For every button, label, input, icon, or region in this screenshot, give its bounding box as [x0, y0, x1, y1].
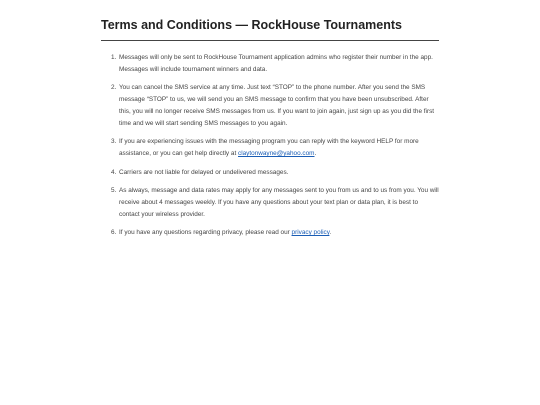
list-item-6	[111, 227, 439, 239]
item-text: Messages will only be sent to RockHouse Tournament application admins who register their number in the app. Messages will include tournament winners and data.	[119, 54, 433, 73]
item-number: 5.	[111, 187, 117, 195]
list-item-3	[111, 136, 439, 159]
terms-list	[101, 52, 439, 239]
item-text: If you have any questions regarding privacy, please read our	[119, 229, 292, 237]
list-item-5	[111, 185, 439, 220]
item-text: Carriers are not liable for delayed or undelivered messages.	[119, 168, 289, 176]
item-number: 4.	[111, 168, 117, 176]
terms-container	[101, 16, 439, 246]
item-text: You can cancel the SMS service at any time. Just text “STOP” to the phone number. After you send the SMS message “STOP” to us, we will send you an SMS message to confirm that you have been unsubscribed. After this, you will no longer receive SMS messages from us. If you want to join again, just sign up as you did the first time and we will start sending SMS messages to you again.	[119, 84, 435, 127]
support-email-link[interactable]: claytonwayne@yahoo.com	[238, 149, 315, 157]
list-item-4	[111, 167, 439, 179]
list-item-1	[111, 52, 439, 75]
privacy-policy-link[interactable]: privacy policy	[291, 229, 330, 237]
item-number: 2.	[111, 84, 117, 92]
item-body	[119, 227, 439, 239]
item-number: 6.	[111, 229, 117, 237]
item-number: 1.	[111, 54, 117, 61]
item-text: As always, message and data rates may apply for any messages sent to you from us and to us from you. You will receive about 4 messages weekly. If you have any questions about your text plan or data plan, it is best to contact your wireless provider.	[119, 187, 439, 218]
item-body	[119, 136, 439, 159]
item-text: If you are experiencing issues with the messaging program you can reply with the keyword HELP for more assistance, or you can get help directly at	[119, 138, 419, 157]
item-text-end: .	[329, 229, 332, 237]
page-title: Terms and Conditions — RockHouse Tournaments	[101, 16, 439, 41]
item-text-end: .	[314, 149, 317, 157]
item-number: 3.	[111, 138, 117, 146]
list-item-2	[111, 82, 439, 129]
